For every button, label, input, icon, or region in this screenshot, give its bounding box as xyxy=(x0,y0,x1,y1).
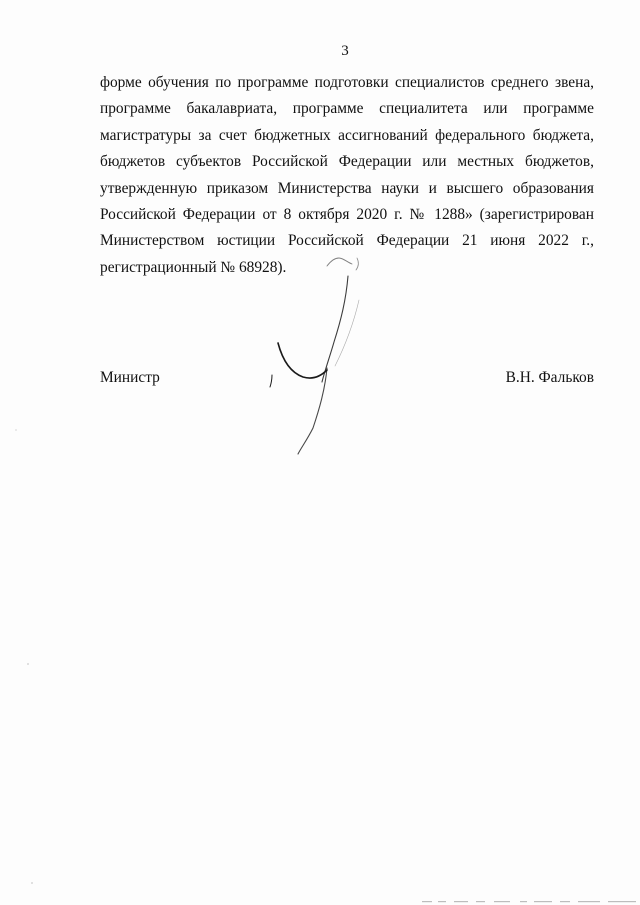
paragraph-line: форме обучения по программе подготовки специалистов среднего звена, xyxy=(100,74,594,91)
signatory-name: В.Н. Фальков xyxy=(505,369,594,386)
paragraph-line: регистрационный № 68928). xyxy=(100,258,287,276)
paragraph-line: магистратуры за счет бюджетных ассигнований федерального бюджета, xyxy=(100,126,594,144)
scan-bottom-edge xyxy=(420,898,640,905)
signatory-title: Министр xyxy=(100,369,160,386)
signature-block xyxy=(100,368,594,388)
paragraph-line: программе бакалавриата, программе специалитета или программе xyxy=(100,100,594,118)
paragraph-line: Российской Федерации от 8 октября 2020 г. № 1288» (зарегистрирован xyxy=(100,205,594,223)
paragraph-line: Министерством юстиции Российской Федерации 21 июня 2022 г., xyxy=(100,232,594,250)
paragraph-line: утвержденную приказом Министерства науки и высшего образования xyxy=(100,179,594,197)
page-number: 3 xyxy=(341,43,349,59)
handwritten-signature xyxy=(255,240,385,470)
paragraph-line: бюджетов субъектов Российской Федерации или местных бюджетов, xyxy=(100,153,594,171)
